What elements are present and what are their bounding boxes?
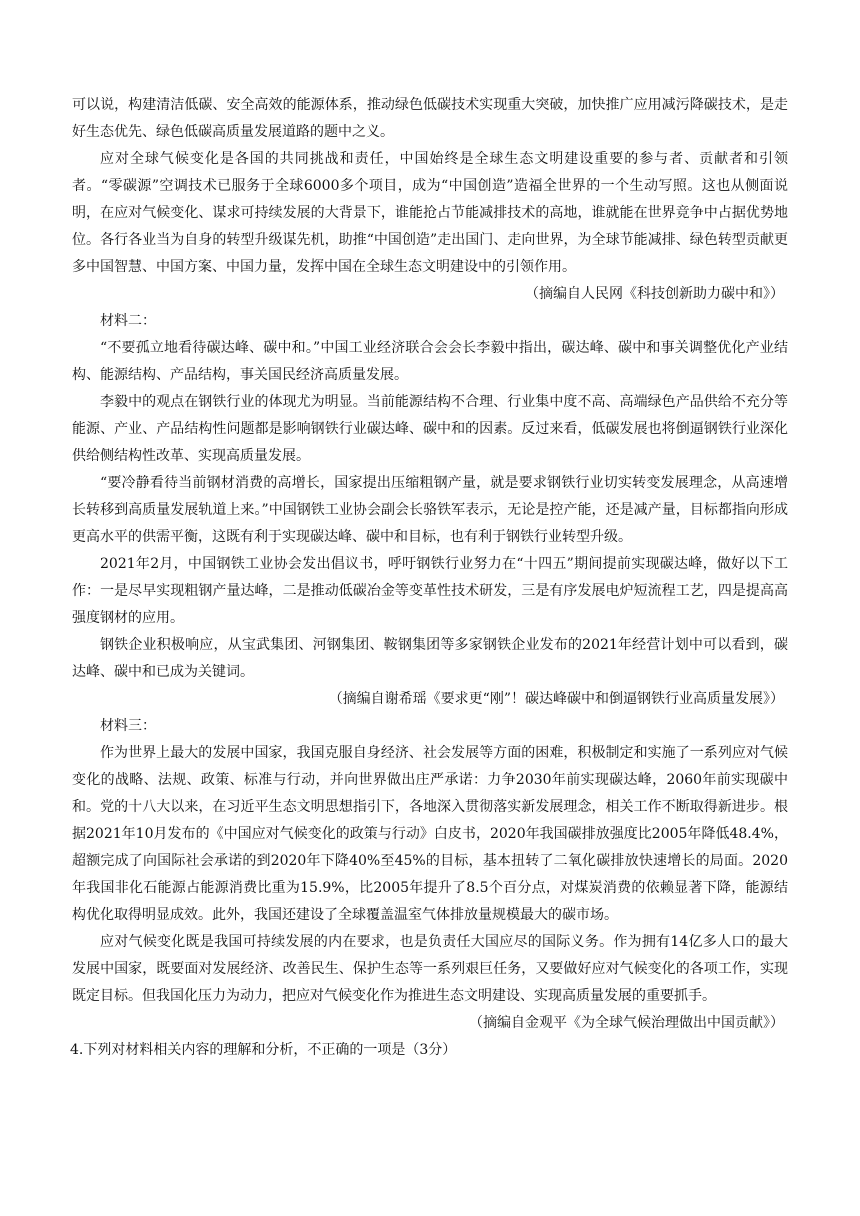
source-citation-3: （摘编自金观平《为全球气候治理做出中国贡献》） bbox=[469, 1015, 784, 1031]
section-heading-material-3: 材料三： bbox=[100, 718, 156, 734]
paragraph-5: “要冷静看待当前钢材消费的高增长，国家提出压缩粗钢产量，就是要求钢铁行业切实转变发展理念，从高速增长转移到高质量发展轨道上来。”中国钢铁工业协会副会长骆铁军表示，无论是控产能，还是减产量，目标都指向形成更高水平的供需平衡，这既有利于实现碳达峰、碳中和目标，也有利于钢铁行业转型升级。 bbox=[72, 475, 788, 545]
paragraph-9: 应对气候变化既是我国可持续发展的内在要求，也是负责任大国应尽的国际义务。作为拥有14亿多人口的最大发展中国家，既要面对发展经济、改善民生、保护生态等一系列艰巨任务，又要做好应对气候变化的各项工作，实现既定目标。但我国化压力为动力，把应对气候变化作为推进生态文明建设、实现高质量发展的重要抓手。 bbox=[72, 934, 788, 1004]
question-4: 4.下列对材料相关内容的理解和分析，不正确的一项是（3分） bbox=[70, 1042, 457, 1058]
paragraph-4: 李毅中的观点在钢铁行业的体现尤为明显。当前能源结构不合理、行业集中度不高、高端绿色产品供给不充分等能源、产业、产品结构性问题都是影响钢铁行业碳达峰、碳中和的因素。反过来看，低碳发展也将倒逼钢铁行业深化供给侧结构性改革、实现高质量发展。 bbox=[72, 394, 788, 464]
paragraph-2: 应对全球气候变化是各国的共同挑战和责任，中国始终是全球生态文明建设重要的参与者、贡献者和引领者。“零碳源”空调技术已服务于全球6000多个项目，成为“中国创造”造福全世界的一个生动写照。这也从侧面说明，在应对气候变化、谋求可持续发展的大背景下，谁能抢占节能减排技术的高地，谁就能在世界竞争中占据优势地位。各行各业当为自身的转型升级谋先机，助推“中国创造”走出国门、走向世界，为全球节能减排、绿色转型贡献更多中国智慧、中国方案、中国力量，发挥中国在全球生态文明建设中的引领作用。 bbox=[72, 151, 788, 275]
source-citation-2: （摘编自谢希瑶《要求更“刚”！碳达峰碳中和倒逼钢铁行业高质量发展》） bbox=[328, 691, 784, 707]
document-page bbox=[72, 92, 788, 1064]
section-heading-material-2: 材料二： bbox=[100, 313, 156, 329]
paragraph-8: 作为世界上最大的发展中国家，我国克服自身经济、社会发展等方面的困难，积极制定和实施了一系列应对气候变化的战略、法规、政策、标准与行动，并向世界做出庄严承诺：力争2030年前实现碳达峰，2060年前实现碳中和。党的十八大以来，在习近平生态文明思想指引下，各地深入贯彻落实新发展理念，相关工作不断取得新进步。根据2021年10月发布的《中国应对气候变化的政策与行动》白皮书，2020年我国碳排放强度比2005年降低48.4%，超额完成了向国际社会承诺的到2020年下降40%至45%的目标，基本扭转了二氧化碳排放快速增长的局面。2020年我国非化石能源占能源消费比重为15.9%，比2005年提升了8.5个百分点，对煤炭消费的依赖显著下降，能源结构优化取得明显成效。此外，我国还建设了全球覆盖温室气体排放量规模最大的碳市场。 bbox=[72, 745, 788, 923]
paragraph-1: 可以说，构建清洁低碳、安全高效的能源体系，推动绿色低碳技术实现重大突破，加快推广应用减污降碳技术，是走好生态优先、绿色低碳高质量发展道路的题中之义。 bbox=[72, 97, 788, 140]
source-citation-1: （摘编自人民网《科技创新助力碳中和》） bbox=[525, 286, 784, 302]
paragraph-6: 2021年2月，中国钢铁工业协会发出倡议书，呼吁钢铁行业努力在“十四五”期间提前实现碳达峰，做好以下工作：一是尽早实现粗钢产量达峰，二是推动低碳冶金等变革性技术研发，三是有序发展电炉短流程工艺，四是提高高强度钢材的应用。 bbox=[72, 556, 788, 626]
paragraph-7: 钢铁企业积极响应，从宝武集团、河钢集团、鞍钢集团等多家钢铁企业发布的2021年经营计划中可以看到，碳达峰、碳中和已成为关键词。 bbox=[72, 637, 788, 680]
paragraph-3: “不要孤立地看待碳达峰、碳中和。”中国工业经济联合会会长李毅中指出，碳达峰、碳中和事关调整优化产业结构、能源结构、产品结构，事关国民经济高质量发展。 bbox=[72, 340, 788, 383]
